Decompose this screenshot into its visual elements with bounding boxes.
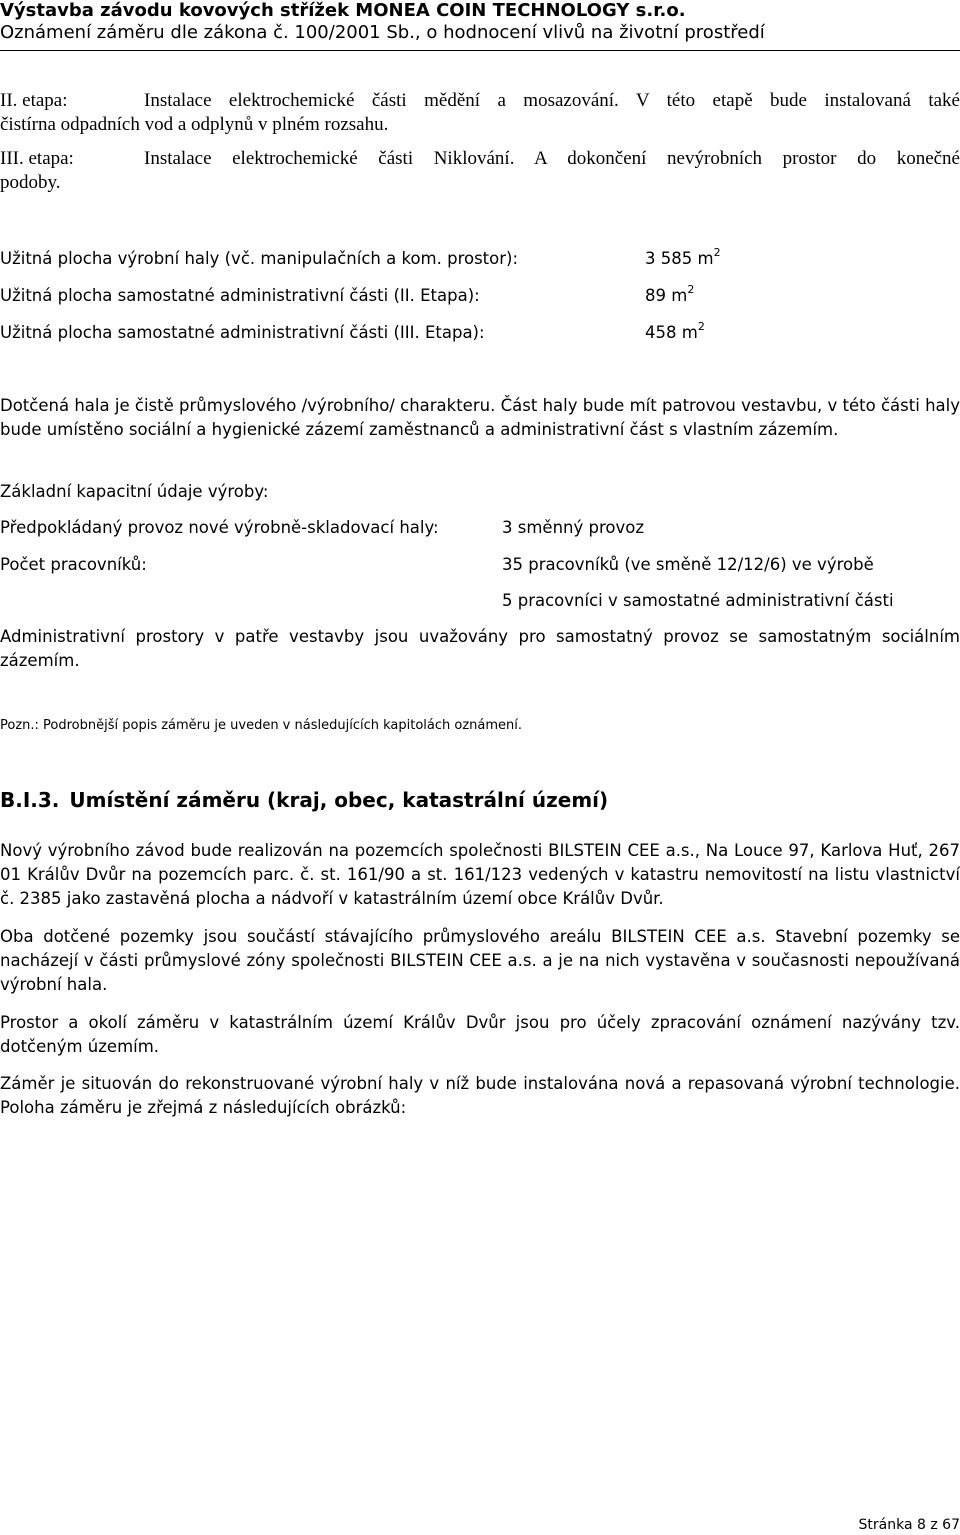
paragraph-plots: Oba dotčené pozemky jsou součástí stávajícího průmyslového areálu BILSTEIN CEE a.s. Stavební pozemky se nacházejí v části průmyslové zóny společnosti BILSTEIN CEE a.s. a je na nich vystavěna v současnosti nepoužívaná výrobní hala. (0, 927, 960, 994)
capacity-title: Základní kapacitní údaje výroby: (0, 482, 269, 501)
note: Pozn.: Podrobnější popis záměru je uveden v následujících kapitolách oznámení. (0, 718, 522, 733)
stage-3-label: III. etapa: (0, 148, 74, 169)
stage-2-label: II. etapa: (0, 90, 68, 111)
workers-value-production: 35 pracovníků (ve směně 12/12/6) ve výrobě (502, 555, 874, 574)
area-admin-2-label: Užitná plocha samostatné administrativní části (II. Etapa): (0, 286, 480, 305)
operation-label: Předpokládaný provoz nové výrobně-skladovací haly: (0, 518, 439, 537)
page-number: Stránka 8 z 67 (858, 1517, 960, 1533)
admin-description: Administrativní prostory v patře vestavby jsou uvažovány pro samostatný provoz se samostatným sociálním zázemím. (0, 627, 960, 670)
document-subtitle: Oznámení záměru dle zákona č. 100/2001 Sb., o hodnocení vlivů na životní prostředí (0, 22, 765, 43)
stage-2-text: Instalace elektrochemické části mědění a mosazování. V této etapě bude instalovaná také (144, 90, 960, 111)
area-admin-3-label: Užitná plocha samostatné administrativní části (III. Etapa): (0, 323, 485, 342)
workers-value-admin: 5 pracovníci v samostatné administrativní části (502, 591, 894, 610)
stage-2-continuation: čistírna odpadních vod a odplynů v plném rozsahu. (0, 114, 389, 135)
stage-3-text: Instalace elektrochemické části Niklování. A dokončení nevýrobních prostor do konečné (144, 148, 960, 169)
area-admin-2-value: 89 $m^2$ (645, 283, 695, 305)
stage-3-continuation: podoby. (0, 172, 61, 193)
operation-value: 3 směnný provoz (502, 518, 644, 537)
area-admin-3-value: 458 $m^2$ (645, 320, 705, 342)
area-production-value: 3 585 $m^2$ (645, 246, 721, 268)
section-heading (0, 787, 608, 813)
section-title: Umístění záměru (kraj, obec, katastrální území) (69, 788, 609, 812)
area-production-label: Užitná plocha výrobní haly (vč. manipulačních a kom. prostor): (0, 249, 519, 268)
workers-label: Počet pracovníků: (0, 555, 147, 574)
document-title: Výstavba závodu kovových střížek MONEA COIN TECHNOLOGY s.r.o. (0, 0, 686, 21)
header-rule (0, 50, 960, 51)
paragraph-location: Nový výrobního závod bude realizován na pozemcích společnosti BILSTEIN CEE a.s., Na Louce 97, Karlova Huť, 267 01 Králův Dvůr na pozemcích parc. č. st. 161/90 a st. 161/123 vedených v katastru nemovitostí na listu vlastnictví č. 2385 jako zastavěná plocha a nádvoří v katastrálním území obce Králův Dvůr. (0, 841, 960, 908)
paragraph-territory: Prostor a okolí záměru v katastrálním území Králův Dvůr jsou pro účely zpracování oznámení nazývány tzv. dotčeným územím. (0, 1013, 960, 1056)
section-number: B.I.3. (0, 788, 60, 812)
paragraph-situation: Záměr je situován do rekonstruované výrobní haly v níž bude instalována nová a repasovaná výrobní technologie. Poloha záměru je zřejmá z následujících obrázků: (0, 1074, 960, 1117)
hall-description: Dotčená hala je čistě průmyslového /výrobního/ charakteru. Část haly bude mít patrovou vestavbu, v této části haly bude umístěno sociální a hygienické zázemí zaměstnanců a administrativní část s vlastním zázemím. (0, 396, 960, 439)
